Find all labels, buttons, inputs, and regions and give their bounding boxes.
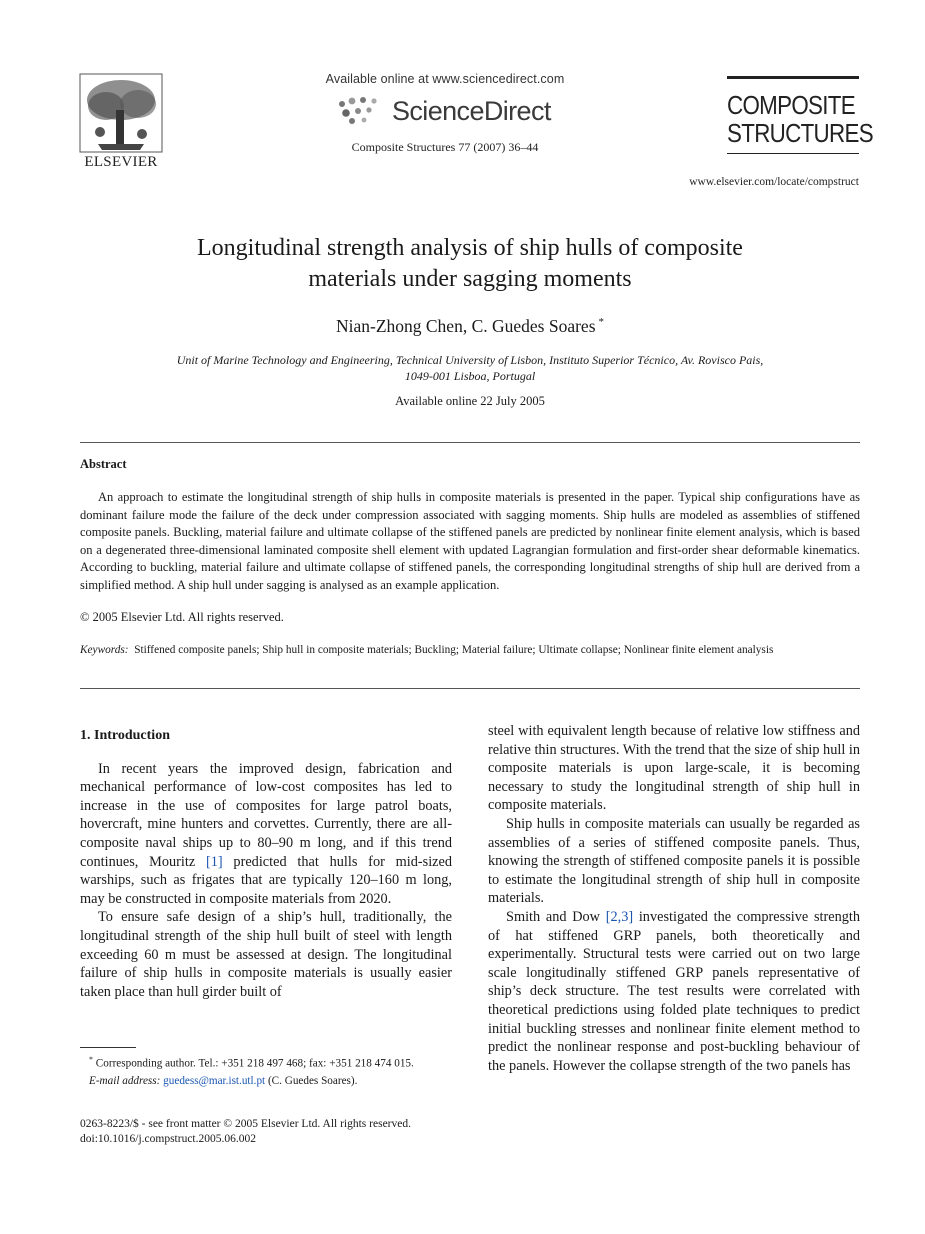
intro-paragraph-1 (80, 760, 452, 909)
abstract-copyright: © 2005 Elsevier Ltd. All rights reserved. (80, 610, 284, 624)
citation-link-1[interactable]: [1] (205, 853, 223, 870)
available-online-text[interactable]: Available online at www.sciencedirect.com (325, 72, 565, 86)
intro-p4-text-a: Smith and Dow (506, 908, 606, 925)
publisher-name: ELSEVIER (84, 154, 158, 170)
intro-paragraph-3: Ship hulls in composite materials can usually be regarded as assemblies of a series of stiffened composite panels. Thus, knowing the strength of stiffened composite panels it is possible to estimate the longitudinal strength of ship hull in composite materials. (488, 815, 860, 907)
email-label: E-mail address: (89, 1075, 161, 1088)
right-column (488, 722, 860, 1075)
sciencedirect-wordmark: ScienceDirect (392, 96, 551, 126)
journal-reference: Composite Structures 77 (2007) 36–44 (351, 140, 539, 154)
footnote-mark: * (89, 1055, 93, 1064)
issn-line: 0263-8223/$ - see front matter © 2005 Elsevier Ltd. All rights reserved. (80, 1118, 411, 1130)
corresponding-author-mark[interactable]: * (598, 316, 605, 329)
author-names: Nian-Zhong Chen, C. Guedes Soares (335, 316, 596, 336)
article-title-line2: materials under sagging moments (308, 266, 632, 292)
journal-logo-rule-bottom (727, 153, 859, 154)
left-column (80, 722, 452, 1001)
article-title (80, 233, 860, 295)
sciencedirect-header (300, 72, 590, 155)
abstract-heading: Abstract (80, 457, 127, 471)
footnote-corresponding-text: Corresponding author. Tel.: +351 218 497 468; fax: +351 218 474 015. (95, 1057, 414, 1070)
intro-p1-text-a: In recent years the improved design, fabrication and mechanical performance of low-cost composites has led to increase in the use of composites for large patrol boats, hovercraft, mine hunters and corvettes. Currently, there are all-composite naval ships up to 80–90 m long, and if this trend continues, Mouritz (80, 760, 452, 870)
footnote-rule (80, 1047, 136, 1048)
intro-p1-text-b: predicted that hulls for mid-sized warships, such as frigates that are typically 120–160 m long, may be constructed in composite materials from 2020. (80, 853, 452, 907)
doi-line[interactable]: doi:10.1016/j.compstruct.2005.06.002 (80, 1133, 257, 1145)
citation-link-2-3[interactable]: [2,3] (605, 908, 634, 925)
sciencedirect-dots-icon (336, 96, 388, 126)
section-heading-introduction: 1. Introduction (80, 728, 170, 743)
footnote (80, 1052, 452, 1090)
journal-title-line1: COMPOSITE (727, 90, 855, 120)
email-owner: (C. Guedes Soares). (267, 1075, 358, 1088)
journal-url[interactable]: www.elsevier.com/locate/compstruct (689, 176, 859, 188)
intro-paragraph-2-cont: steel with equivalent length because of relative low stiffness and relative thin structures. With the trend that the size of ship hull in composite materials is upon large-scale, it is becoming necessary to study the longitudinal strength of ship hull in composite materials. (488, 723, 860, 814)
elsevier-logo (78, 72, 164, 172)
keywords-label: Keywords: (80, 644, 129, 656)
available-date: Available online 22 July 2005 (395, 394, 545, 408)
affiliation (130, 352, 810, 384)
affiliation-line2: 1049-001 Lisboa, Portugal (404, 369, 536, 383)
bottom-meta (80, 1117, 411, 1147)
divider-bottom (80, 688, 860, 689)
abstract-body: An approach to estimate the longitudinal strength of ship hulls in composite materials is presented in the paper. Typical ship configurations have as dominant failure mode the failure of the deck under compression associated with sagging moments. Ship hulls are modeled as assemblies of stiffened composite panels. Buckling, material failure and ultimate collapse of the stiffened panels are predicted by nonlinear finite element analysis, which is based on a degenerated three-dimensional laminated composite shell element with updated Lagrangian formulation and first-order shear deformable kinematics. According to buckling, material failure and ultimate collapse of stiffened panels, the corresponding longitudinal strengths of ship hull are derived from a simplified method. A ship hull under sagging is analysed as an example application. (80, 490, 860, 592)
intro-paragraph-2: To ensure safe design of a ship’s hull, traditionally, the longitudinal strength of the ship hull built of steel with length exceeding 60 m must be assessed at design. The longitudinal failure of ship hulls in composite materials is usually easier taken place than hull girder built of (80, 909, 452, 1000)
journal-title-line2: STRUCTURES (727, 118, 873, 148)
affiliation-line1: Unit of Marine Technology and Engineering, Technical University of Lisbon, Instituto Superior Técnico, Av. Rovisco Pais, (176, 353, 764, 367)
email-link[interactable]: guedess@mar.ist.utl.pt (163, 1075, 266, 1088)
keywords-text: Stiffened composite panels; Ship hull in composite materials; Buckling; Material failure; Ultimate collapse; Nonlinear finite element analysis (134, 644, 774, 656)
intro-paragraph-4 (488, 908, 860, 1075)
article-title-line1: Longitudinal strength analysis of ship hulls of composite (197, 235, 743, 261)
journal-logo (727, 76, 873, 154)
divider-top (80, 442, 860, 443)
intro-p4-text-b: investigated the compressive strength of hat stiffened GRP panels, both theoretically and experimentally. Structural tests were carried out on two large scale longitudinally stiffened GRP panels representative of ship’s deck structure. The test results were correlated with theoretical predictions using folded plate techniques to predict initial buckling stresses and nonlinear finite element method to predict the nonlinear response and post-buckling behaviour of the panels. However the collapse strength of the two panels has (488, 908, 861, 1074)
keywords (80, 643, 860, 659)
footnote-email (80, 1074, 452, 1090)
author-list (80, 316, 860, 337)
footnote-corresponding (80, 1052, 452, 1072)
sciencedirect-logo[interactable] (300, 90, 590, 132)
journal-logo-rule-top (727, 76, 859, 79)
elsevier-tree-icon (78, 72, 164, 154)
